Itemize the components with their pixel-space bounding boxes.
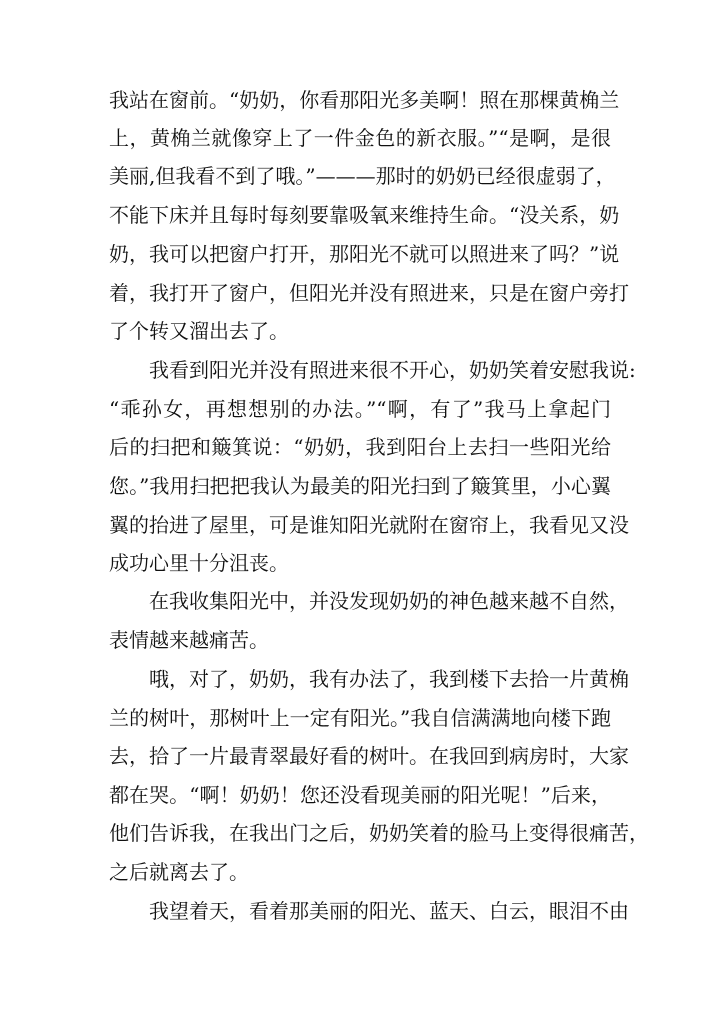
text-line: 他们告诉我，在我出门之后，奶奶笑着的脸马上变得很痛苦， — [109, 821, 649, 845]
text-line: 后的扫把和簸箕说：“奶奶，我到阳台上去扫一些阳光给 — [109, 435, 611, 459]
text-line: 您。”我用扫把把我认为最美的阳光扫到了簸箕里，小心翼 — [109, 474, 611, 498]
text-line: 哦，对了，奶奶，我有办法了，我到楼下去拾一片黄桷 — [149, 667, 629, 691]
text-line: 翼的抬进了屋里，可是谁知阳光就附在窗帘上，我看见又没 — [109, 513, 629, 537]
text-line: 表情越来越痛苦。 — [109, 628, 269, 652]
text-line: 不能下床并且每时每刻要靠吸氧来维持生命。“没关系，奶 — [109, 203, 620, 227]
text-line: 之后就离去了。 — [109, 860, 249, 884]
text-line: 在我收集阳光中，并没发现奶奶的神色越来越不自然， — [149, 589, 629, 613]
text-line: 美丽,但我看不到了哦。”———那时的奶奶已经很虚弱了， — [109, 164, 616, 188]
text-line: 我站在窗前。“奶奶，你看那阳光多美啊！照在那棵黄桷兰 — [109, 88, 620, 112]
text-line: 兰的树叶，那树叶上一定有阳光。”我自信满满地向楼下跑 — [109, 706, 611, 730]
text-line: 都在哭。“啊！奶奶！您还没看现美丽的阳光呢！”后来， — [109, 783, 611, 807]
text-line: “乖孙女，再想想别的办法。”“啊，有了”我马上拿起门 — [109, 397, 611, 421]
text-line: 我看到阳光并没有照进来很不开心，奶奶笑着安慰我说: — [149, 358, 636, 382]
text-line: 去，拾了一片最青翠最好看的树叶。在我回到病房时，大家 — [109, 744, 629, 768]
text-line: 了个转又溜出去了。 — [109, 319, 289, 343]
text-line: 上，黄桷兰就像穿上了一件金色的新衣服。”“是啊，是很 — [109, 126, 611, 150]
text-line: 着，我打开了窗户，但阳光并没有照进来，只是在窗户旁打 — [109, 281, 629, 305]
text-line: 奶，我可以把窗户打开，那阳光不就可以照进来了吗？”说 — [109, 242, 620, 266]
text-line: 我望着天，看着那美丽的阳光、蓝天、白云，眼泪不由 — [149, 899, 629, 923]
text-line: 成功心里十分沮丧。 — [109, 551, 289, 575]
